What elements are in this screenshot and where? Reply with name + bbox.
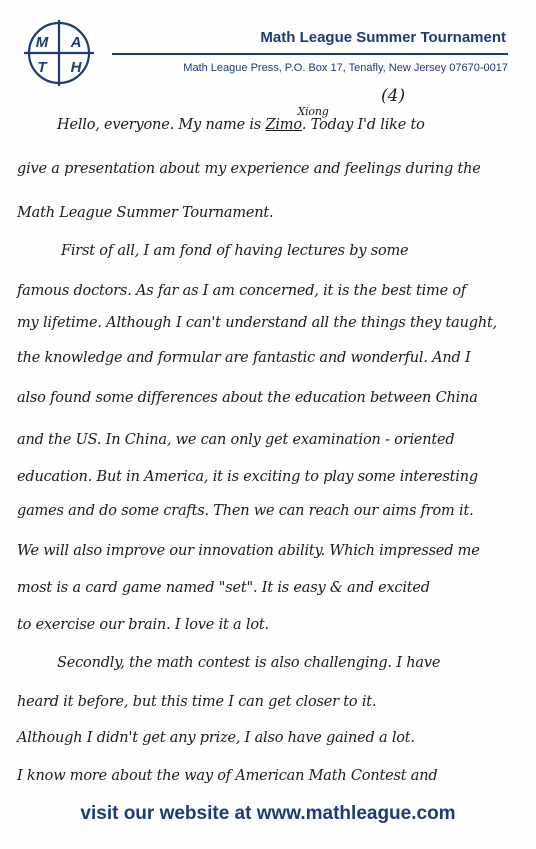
letterhead-title: Math League Summer Tournament <box>260 29 506 46</box>
letter-line-14: to exercise our brain. I love it a lot. <box>17 617 269 633</box>
letter-line-6: my lifetime. Although I can't understand all the things they taught, <box>17 315 498 331</box>
letter-line-1-pre: Hello, everyone. My name is <box>57 117 266 133</box>
letter-line-8: also found some differences about the education between China <box>17 390 478 406</box>
letter-line-12: We will also improve our innovation ability. Which impressed me <box>17 543 480 559</box>
student-name-block <box>265 105 329 133</box>
margin-note: (4) <box>381 86 406 106</box>
letter-line-2: give a presentation about my experience and feelings during the <box>17 161 481 177</box>
logo-letter-h: H <box>70 59 82 76</box>
letter-line-18: I know more about the way of American Math Contest and <box>17 768 438 784</box>
letter-line-9: and the US. In China, we can only get examination - oriented <box>17 432 455 448</box>
letter-line-17: Although I didn't get any prize, I also have gained a lot. <box>17 730 415 746</box>
student-first-name: Zimo <box>265 117 302 133</box>
letter-line-3: Math League Summer Tournament. <box>17 205 274 221</box>
letterhead-address: Math League Press, P.O. Box 17, Tenafly, New Jersey 07670-0017 <box>183 62 508 74</box>
letter-line-15: Secondly, the math contest is also challenging. I have <box>57 655 441 671</box>
student-surname-annotation: Xiong <box>297 105 329 118</box>
logo-letter-t: T <box>37 59 47 76</box>
letter-line-4: First of all, I am fond of having lectures by some <box>61 243 409 259</box>
letter-line-11: games and do some crafts. Then we can reach our aims from it. <box>17 503 474 519</box>
letter-line-7: the knowledge and formular are fantastic and wonderful. And I <box>17 350 471 366</box>
letter-line-13: most is a card game named "set". It is easy & and excited <box>17 580 430 596</box>
letter-line-16: heard it before, but this time I can get closer to it. <box>17 694 377 710</box>
logo-letter-m: M <box>35 34 49 51</box>
letter-line-1-post: . Today I'd like to <box>301 117 425 133</box>
letter-line-1 <box>57 105 425 133</box>
letter-line-5: famous doctors. As far as I am concerned, it is the best time of <box>17 283 467 299</box>
logo-letter-a: A <box>70 34 82 51</box>
footer-website: visit our website at www.mathleague.com <box>80 803 456 824</box>
letter-line-10: education. But in America, it is exciting to play some interesting <box>17 469 478 485</box>
